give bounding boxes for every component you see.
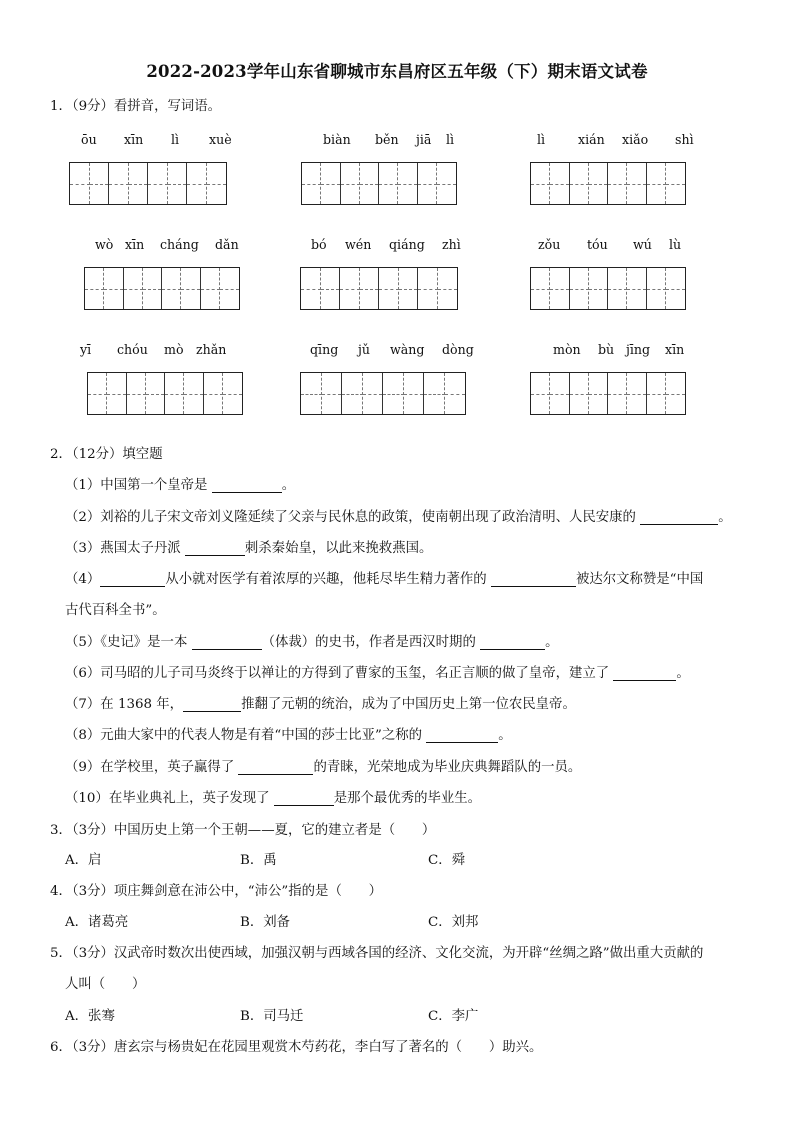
- item-text: 被达尔文称赞是“中国: [575, 572, 704, 587]
- pinyin-syllable: xīn: [665, 342, 685, 357]
- pinyin-syllable: biàn: [323, 132, 351, 147]
- pinyin-syllable: xián: [578, 132, 605, 147]
- pinyin-syllable: zǒu: [538, 237, 561, 252]
- answer-blank[interactable]: [183, 697, 241, 712]
- item-text: （7）在 1368 年，: [65, 697, 184, 712]
- writing-grid[interactable]: [300, 372, 466, 415]
- pinyin-syllable: qīng: [310, 342, 339, 357]
- fill-item-10: [65, 787, 481, 806]
- option-a[interactable]: A．张骞: [65, 1009, 115, 1024]
- answer-blank[interactable]: [212, 478, 282, 493]
- pinyin-syllable: bó: [311, 237, 327, 252]
- pinyin-syllable: lù: [669, 237, 682, 252]
- page-title: 2022-2023学年山东省聊城市东昌府区五年级（下）期末语文试卷: [146, 62, 648, 81]
- writing-grid[interactable]: [84, 267, 240, 310]
- pinyin-syllable: wú: [633, 237, 652, 252]
- fill-item-2: [65, 506, 732, 525]
- pinyin-syllable: zhì: [442, 237, 461, 252]
- pinyin-syllable: lì: [537, 132, 546, 147]
- item-text: （6）司马昭的儿子司马炎终于以禅让的方得到了曹家的玉玺，名正言顺的做了皇帝，建立了: [65, 666, 614, 681]
- answer-blank[interactable]: [426, 728, 498, 743]
- answer-blank[interactable]: [613, 666, 676, 681]
- writing-grid[interactable]: [69, 162, 227, 205]
- question-2-header: 2．（12分）填空题: [50, 447, 163, 462]
- item-text: 推翻了元朝的统治，成为了中国历史上第一位农民皇帝。: [241, 697, 576, 712]
- pinyin-syllable: lì: [446, 132, 455, 147]
- pinyin-syllable: yī: [80, 342, 92, 357]
- pinyin-syllable: mòn: [553, 342, 581, 357]
- question-4-header: 4．（3分）项庄舞剑意在沛公中，“沛公”指的是（ ）: [50, 884, 383, 899]
- option-b[interactable]: B．禹: [240, 853, 277, 868]
- answer-blank[interactable]: [491, 572, 576, 587]
- pinyin-syllable: shì: [675, 132, 694, 147]
- pinyin-syllable: dòng: [442, 342, 474, 357]
- item-text: 刺杀秦始皇，以此来挽救燕国。: [244, 541, 433, 556]
- item-text: 古代百科全书”。: [65, 603, 166, 618]
- answer-blank[interactable]: [480, 635, 545, 650]
- question-5-header: 5．（3分）汉武帝时数次出使西域，加强汉朝与西域各国的经济、文化交流，为开辟“丝绸之路”做出重大贡献的: [50, 946, 704, 961]
- answer-blank[interactable]: [274, 791, 334, 806]
- fill-item-9: [65, 756, 581, 775]
- item-text: （体裁）的史书，作者是西汉时期的: [261, 635, 481, 650]
- answer-blank[interactable]: [100, 572, 165, 587]
- pinyin-syllable: cháng: [160, 237, 199, 252]
- option-c[interactable]: C．李广: [428, 1009, 479, 1024]
- pinyin-syllable: dǎn: [215, 237, 239, 252]
- pinyin-syllable: jīng: [626, 342, 651, 357]
- option-c[interactable]: C．舜: [428, 853, 466, 868]
- option-a[interactable]: A．启: [65, 853, 102, 868]
- writing-grid[interactable]: [530, 267, 686, 310]
- pinyin-syllable: jiā: [416, 132, 432, 147]
- fill-item-1: [65, 474, 295, 493]
- writing-grid[interactable]: [530, 162, 686, 205]
- question-4-options: [65, 911, 665, 929]
- answer-blank[interactable]: [192, 635, 262, 650]
- item-text: 是那个最优秀的毕业生。: [333, 791, 482, 806]
- item-text: 。: [545, 635, 559, 650]
- pinyin-syllable: qiáng: [389, 237, 425, 252]
- writing-grid[interactable]: [300, 267, 458, 310]
- fill-item-3: [65, 537, 432, 556]
- pinyin-syllable: wàng: [390, 342, 425, 357]
- item-text: （4）: [65, 572, 101, 587]
- writing-grid[interactable]: [87, 372, 243, 415]
- item-text: 。: [718, 510, 732, 525]
- pinyin-syllable: ōu: [81, 132, 97, 147]
- answer-blank[interactable]: [640, 510, 718, 525]
- item-text: 。: [498, 728, 512, 743]
- fill-item-7: [65, 693, 576, 712]
- answer-blank[interactable]: [238, 760, 313, 775]
- pinyin-syllable: zhǎn: [196, 342, 227, 357]
- item-text: （3）燕国太子丹派: [65, 541, 185, 556]
- item-text: （8）元曲大家中的代表人物是有着“中国的莎士比亚”之称的: [65, 728, 427, 743]
- pinyin-syllable: lì: [171, 132, 180, 147]
- pinyin-syllable: xīn: [124, 132, 144, 147]
- item-text: （2）刘裕的儿子宋文帝刘义隆延续了父亲与民休息的政策，使南朝出现了政治清明、人民安康的: [65, 510, 641, 525]
- pinyin-syllable: xuè: [209, 132, 232, 147]
- pinyin-syllable: bù: [598, 342, 615, 357]
- item-text: 从小就对医学有着浓厚的兴趣，他耗尽毕生精力著作的: [165, 572, 491, 587]
- item-text: 。: [281, 478, 296, 493]
- question-3-options: [65, 849, 665, 867]
- pinyin-syllable: chóu: [117, 342, 148, 357]
- item-text: （1）中国第一个皇帝是: [65, 478, 212, 493]
- question-5-options: [65, 1005, 665, 1023]
- pinyin-syllable: mò: [164, 342, 184, 357]
- pinyin-syllable: běn: [375, 132, 399, 147]
- option-b[interactable]: B．刘备: [240, 915, 291, 930]
- pinyin-syllable: jǔ: [358, 342, 371, 357]
- option-c[interactable]: C．刘邦: [428, 915, 479, 930]
- question-3-header: 3．（3分）中国历史上第一个王朝——夏，它的建立者是（ ）: [50, 823, 436, 838]
- pinyin-syllable: tóu: [587, 237, 608, 252]
- question-6-header: 6．（3分）唐玄宗与杨贵妃在花园里观赏木芍药花，李白写了著名的（ ）助兴。: [50, 1040, 543, 1055]
- pinyin-syllable: xiǎo: [622, 132, 649, 147]
- pinyin-syllable: wò: [95, 237, 114, 252]
- writing-grid[interactable]: [530, 372, 686, 415]
- writing-grid[interactable]: [301, 162, 457, 205]
- item-text: （9）在学校里，英子赢得了: [65, 760, 239, 775]
- item-text: 的青睐，光荣地成为毕业庆典舞蹈队的一员。: [313, 760, 582, 775]
- pinyin-syllable: wén: [345, 237, 372, 252]
- fill-item-6: [65, 662, 690, 681]
- item-text: 。: [676, 666, 690, 681]
- option-b[interactable]: B．司马迁: [240, 1009, 304, 1024]
- fill-item-5: [65, 631, 559, 650]
- fill-item-8: [65, 724, 512, 743]
- fill-item-4-continued: [65, 599, 166, 618]
- fill-item-4: [65, 568, 703, 587]
- question-1-header: 1．（9分）看拼音，写词语。: [50, 99, 222, 114]
- question-5-header-continued: 人叫（ ）: [65, 977, 146, 992]
- answer-blank[interactable]: [185, 541, 245, 556]
- pinyin-syllable: xīn: [125, 237, 145, 252]
- option-a[interactable]: A．诸葛亮: [65, 915, 129, 930]
- item-text: （5）《史记》是一本: [65, 635, 192, 650]
- item-text: （10）在毕业典礼上，英子发现了: [65, 791, 274, 806]
